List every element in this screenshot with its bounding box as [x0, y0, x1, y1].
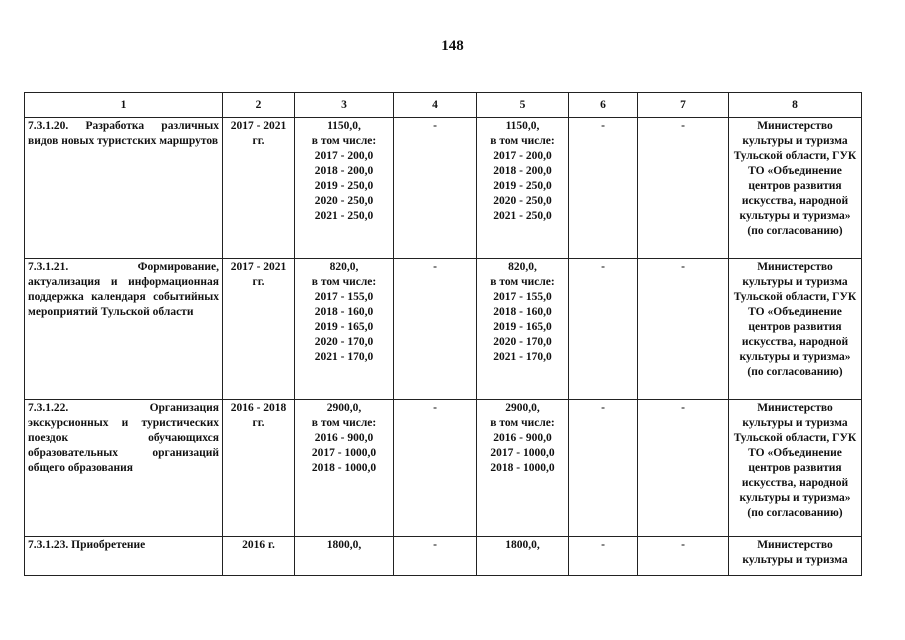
- period-cell: 2017 - 2021 гг.: [223, 259, 295, 400]
- measure-name-cell: 7.3.1.22. Организация экскурсионных и туристических поездок обучающихся образовательных организаций общего образования: [25, 400, 223, 537]
- total-funding-cell: 1800,0,: [295, 537, 394, 576]
- funding-col5-cell: 820,0, в том числе: 2017 - 155,0 2018 - 160,0 2019 - 165,0 2020 - 170,0 2021 - 170,0: [477, 259, 569, 400]
- table-row: [25, 537, 862, 576]
- funding-col4-cell: -: [394, 537, 477, 576]
- header-row: [25, 93, 862, 118]
- column-header-8: 8: [729, 93, 862, 118]
- funding-col6-cell: -: [569, 259, 638, 400]
- page-number: 148: [441, 38, 464, 54]
- funding-col4-cell: -: [394, 400, 477, 537]
- column-header-7: 7: [638, 93, 729, 118]
- funding-col5-cell: 2900,0, в том числе: 2016 - 900,0 2017 - 1000,0 2018 - 1000,0: [477, 400, 569, 537]
- table-row: [25, 118, 862, 259]
- responsible-cell: Министерство культуры и туризма: [729, 537, 862, 576]
- period-cell: 2016 г.: [223, 537, 295, 576]
- table-row: [25, 259, 862, 400]
- column-header-5: 5: [477, 93, 569, 118]
- total-funding-cell: 820,0, в том числе: 2017 - 155,0 2018 - 160,0 2019 - 165,0 2020 - 170,0 2021 - 170,0: [295, 259, 394, 400]
- responsible-cell: Министерство культуры и туризма Тульской области, ГУК ТО «Объединение центров развития искусства, народной культуры и туризма» (по согласованию): [729, 259, 862, 400]
- total-funding-cell: 2900,0, в том числе: 2016 - 900,0 2017 - 1000,0 2018 - 1000,0: [295, 400, 394, 537]
- document-table: [24, 92, 862, 576]
- table-row: [25, 400, 862, 537]
- funding-col4-cell: -: [394, 118, 477, 259]
- responsible-cell: Министерство культуры и туризма Тульской области, ГУК ТО «Объединение центров развития искусства, народной культуры и туризма» (по согласованию): [729, 400, 862, 537]
- total-funding-cell: 1150,0, в том числе: 2017 - 200,0 2018 - 200,0 2019 - 250,0 2020 - 250,0 2021 - 250,0: [295, 118, 394, 259]
- funding-col6-cell: -: [569, 400, 638, 537]
- funding-col7-cell: -: [638, 537, 729, 576]
- measure-name-cell: 7.3.1.21. Формирование, актуализация и информационная поддержка календаря событийных мероприятий Тульской области: [25, 259, 223, 400]
- funding-col7-cell: -: [638, 400, 729, 537]
- funding-col7-cell: -: [638, 259, 729, 400]
- period-cell: 2016 - 2018 гг.: [223, 400, 295, 537]
- column-header-4: 4: [394, 93, 477, 118]
- funding-col4-cell: -: [394, 259, 477, 400]
- funding-col6-cell: -: [569, 118, 638, 259]
- period-cell: 2017 - 2021 гг.: [223, 118, 295, 259]
- column-header-3: 3: [295, 93, 394, 118]
- responsible-cell: Министерство культуры и туризма Тульской области, ГУК ТО «Объединение центров развития искусства, народной культуры и туризма» (по согласованию): [729, 118, 862, 259]
- funding-col6-cell: -: [569, 537, 638, 576]
- measure-name-cell: 7.3.1.20. Разработка различных видов новых туристских маршрутов: [25, 118, 223, 259]
- column-header-2: 2: [223, 93, 295, 118]
- column-header-1: 1: [25, 93, 223, 118]
- funding-col5-cell: 1150,0, в том числе: 2017 - 200,0 2018 - 200,0 2019 - 250,0 2020 - 250,0 2021 - 250,0: [477, 118, 569, 259]
- column-header-6: 6: [569, 93, 638, 118]
- funding-col5-cell: 1800,0,: [477, 537, 569, 576]
- measure-name-cell: 7.3.1.23. Приобретение: [25, 537, 223, 576]
- funding-col7-cell: -: [638, 118, 729, 259]
